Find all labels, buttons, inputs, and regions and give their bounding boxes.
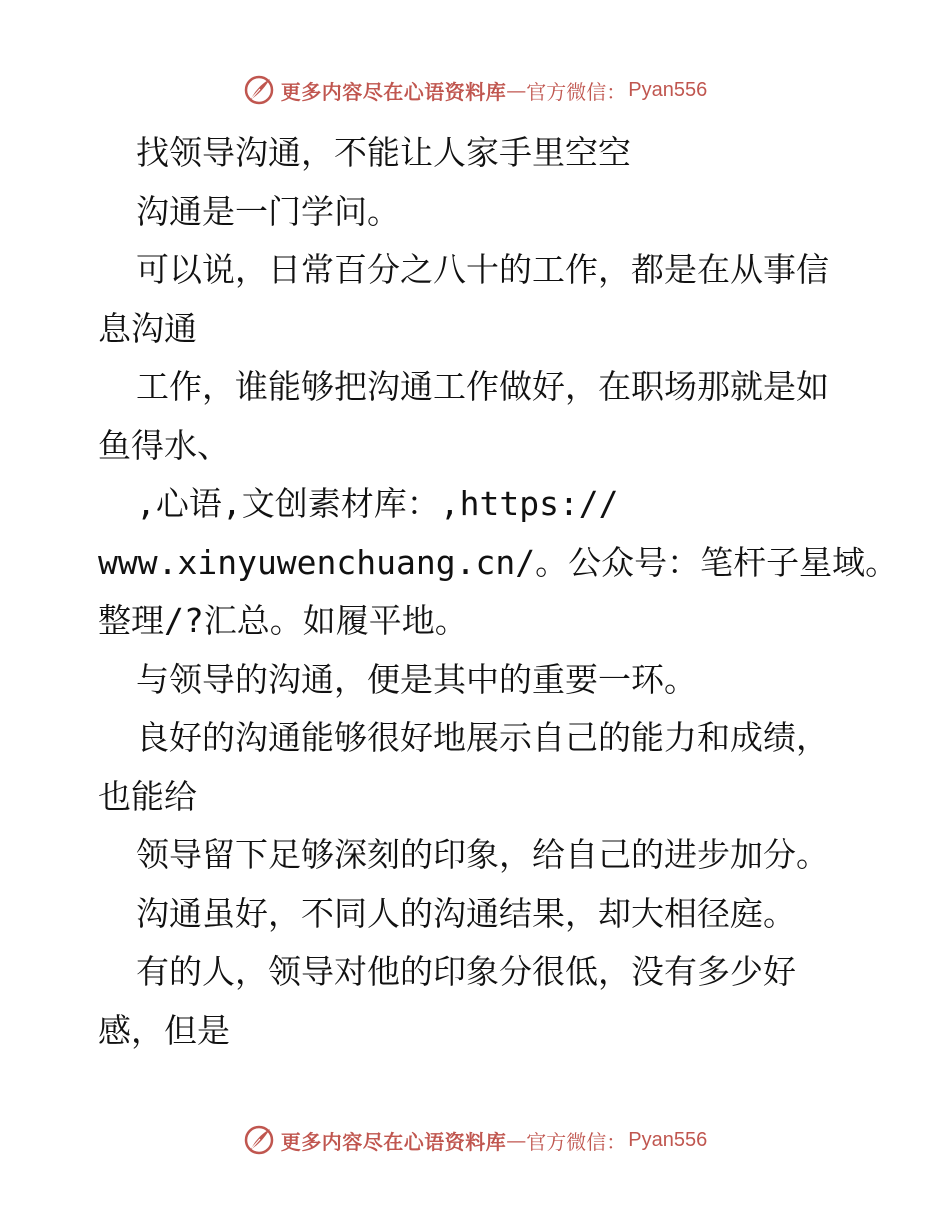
text-line: 可以说，日常百分之八十的工作，都是在从事信	[136, 250, 829, 289]
quill-pen-logo-icon	[243, 1124, 275, 1156]
text-line: 感，但是	[98, 1010, 230, 1050]
quill-pen-logo-icon	[243, 74, 275, 106]
text-line: 与领导的沟通，便是其中的重要一环。	[136, 659, 697, 699]
text-line: 有的人，领导对他的印象分很低，没有多少好	[136, 952, 796, 991]
text-line: 找领导沟通，不能让人家手里空空	[136, 133, 631, 172]
text-line: 息沟通	[98, 308, 197, 348]
banner-wechat-id: Pyan556	[628, 78, 708, 101]
text-line: 领导留下足够深刻的印象，给自己的进步加分。	[136, 835, 829, 874]
banner-slogan: 更多内容尽在心语资料库	[280, 1129, 507, 1154]
text-line: www.xinyuwenchuang.cn/。公众号：笔杆子星域。	[98, 542, 899, 582]
banner-wechat-id: Pyan556	[628, 1128, 708, 1151]
header-banner	[0, 70, 950, 110]
footer-banner	[0, 1120, 950, 1160]
text-line: 良好的沟通能够很好地展示自己的能力和成绩，	[136, 718, 829, 757]
text-line: 也能给	[98, 776, 197, 816]
text-line: 沟通是一门学问。	[136, 191, 400, 231]
banner-wechat-label: 官方微信：	[526, 1129, 627, 1154]
text-line: 工作，谁能够把沟通工作做好，在职场那就是如	[136, 367, 829, 406]
text-line: 鱼得水、	[98, 425, 230, 465]
text-line: 沟通虽好，不同人的沟通结果，却大相径庭。	[136, 893, 796, 933]
banner-wechat-label: 官方微信：	[526, 79, 627, 104]
banner-separator: —	[506, 1128, 527, 1152]
text-line: 整理/?汇总。如履平地。	[98, 601, 468, 640]
body-text	[98, 124, 899, 1060]
banner-separator: —	[506, 78, 527, 102]
text-line: ,心语,文创素材库：,https://	[136, 484, 619, 523]
banner-slogan: 更多内容尽在心语资料库	[280, 79, 507, 104]
